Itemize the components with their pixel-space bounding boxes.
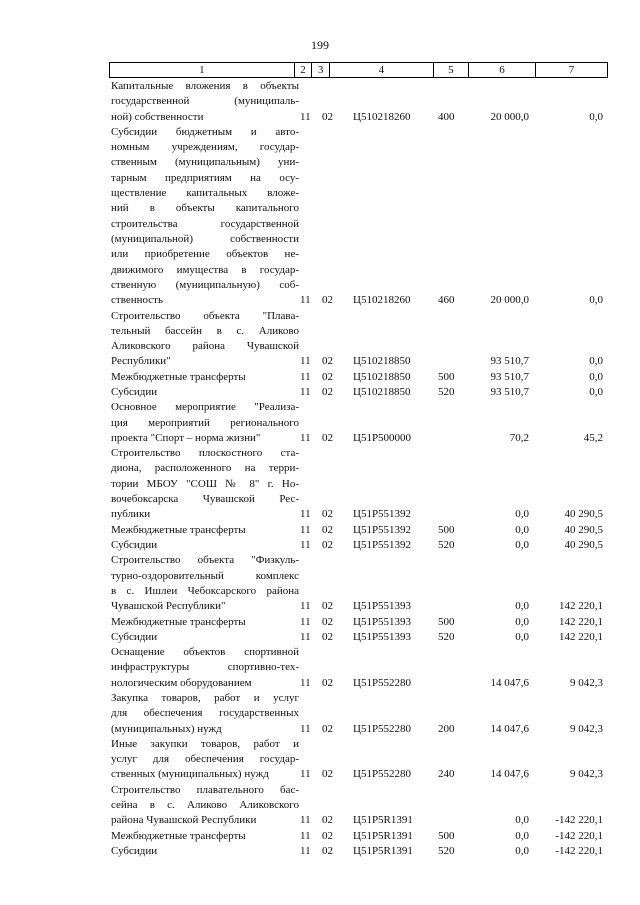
description-line: ществление капитальных вложе-	[111, 187, 299, 200]
target-article-code: Ц51Р5R1391	[353, 845, 413, 857]
description-line: услуг для обеспечения государ-	[111, 753, 299, 766]
subsection-code: 02	[322, 615, 333, 628]
amount-col-6: 93 510,7	[490, 386, 529, 398]
header-col-6: 6	[468, 63, 535, 77]
description-line: тарным предприятиям на осу-	[111, 171, 299, 184]
description-line: Субсидии	[111, 539, 158, 551]
table-row	[109, 829, 606, 844]
row-description	[111, 400, 299, 446]
amount-col-7: 0,0	[589, 370, 603, 383]
section-code: 11	[300, 370, 311, 383]
expense-type-code: 520	[438, 845, 455, 857]
section-code: 11	[300, 845, 311, 857]
description-line: ственность	[111, 294, 163, 307]
header-col-2: 2	[294, 63, 312, 77]
expense-type-code: 460	[438, 294, 455, 307]
table-row	[109, 783, 606, 829]
description-line: диона, расположенного на терри-	[111, 462, 299, 475]
description-line: Строительство объекта "Физкуль-	[111, 554, 299, 567]
description-line: инфраструктуры спортивно-тех-	[111, 661, 299, 674]
amount-col-6: 14 047,6	[490, 722, 529, 735]
description-line: Закупка товаров, работ и услуг	[111, 692, 299, 704]
amount-col-7: 9 042,3	[570, 722, 603, 735]
description-line: района Чувашской Республики	[111, 814, 257, 827]
amount-col-6: 0,0	[515, 539, 529, 551]
amount-col-7: 142 220,1	[559, 615, 603, 628]
target-article-code: Ц51Р500000	[353, 431, 412, 444]
row-description	[111, 553, 299, 614]
amount-col-6: 0,0	[515, 523, 529, 536]
description-line: Межбюджетные трансферты	[111, 523, 246, 536]
amount-col-6: 0,0	[515, 600, 529, 613]
section-code: 11	[300, 110, 311, 123]
subsection-code: 02	[322, 523, 333, 536]
row-description	[111, 309, 299, 370]
expense-type-code: 500	[438, 829, 455, 842]
amount-col-7: 0,0	[589, 110, 603, 123]
description-line: проекта "Спорт – норма жизни"	[111, 431, 261, 444]
description-line: строительства государственной	[111, 217, 299, 230]
description-line: (муниципальных) нужд	[111, 722, 222, 735]
row-description	[111, 79, 299, 125]
description-line: Строительство объекта "Плава-	[111, 309, 299, 322]
amount-col-6: 0,0	[515, 615, 529, 628]
target-article-code: Ц510218850	[353, 370, 411, 383]
description-line: Капитальные вложения в объекты	[111, 80, 299, 92]
amount-col-6: 93 510,7	[490, 355, 529, 368]
description-line: ний в объекты капитального	[111, 202, 299, 215]
table-row	[109, 538, 606, 553]
description-line: Аликовского района Чувашской	[111, 340, 299, 353]
description-line: ственную (муниципальную) соб-	[111, 278, 299, 291]
amount-col-7: 40 290,5	[564, 508, 603, 521]
description-line: для обеспечения государственных	[111, 707, 299, 720]
amount-col-7: 142 220,1	[559, 600, 603, 613]
expense-type-code: 500	[438, 615, 455, 628]
table-row	[109, 691, 606, 737]
table-row	[109, 523, 606, 538]
target-article-code: Ц51Р551393	[353, 630, 412, 643]
subsection-code: 02	[322, 355, 333, 368]
header-col-5: 5	[433, 63, 468, 77]
amount-col-7: 0,0	[589, 294, 603, 307]
description-line: Субсидии	[111, 845, 158, 857]
row-description	[111, 385, 299, 400]
target-article-code: Ц51Р551393	[353, 615, 412, 628]
target-article-code: Ц51Р552280	[353, 676, 412, 689]
table-row	[109, 615, 606, 630]
target-article-code: Ц510218260	[353, 294, 411, 307]
row-description	[111, 737, 299, 783]
description-line: турно-оздоровительный комплекс	[111, 569, 299, 582]
description-line: Чувашской Республики"	[111, 600, 226, 613]
section-code: 11	[300, 508, 311, 521]
subsection-code: 02	[322, 722, 333, 735]
amount-col-7: 45,2	[583, 431, 603, 444]
target-article-code: Ц51Р5R1391	[353, 814, 413, 827]
section-code: 11	[300, 431, 311, 444]
amount-col-7: 9 042,3	[570, 768, 603, 781]
description-line: Строительство плоскостного ста-	[111, 447, 299, 460]
subsection-code: 02	[322, 845, 333, 857]
target-article-code: Ц51Р5R1391	[353, 829, 413, 842]
section-code: 11	[300, 768, 311, 781]
description-line: Иные закупки товаров, работ и	[111, 737, 299, 750]
row-description	[111, 630, 299, 645]
amount-col-6: 93 510,7	[490, 370, 529, 383]
page-number: 199	[311, 38, 329, 52]
expense-type-code: 520	[438, 386, 455, 398]
subsection-code: 02	[322, 110, 333, 123]
table-row	[109, 630, 606, 645]
amount-col-7: -142 220,1	[555, 814, 603, 827]
amount-col-7: -142 220,1	[555, 845, 603, 857]
row-description	[111, 446, 299, 522]
expense-type-code: 240	[438, 768, 455, 781]
table-header	[109, 62, 608, 78]
amount-col-7: 0,0	[589, 386, 603, 398]
amount-col-6: 70,2	[509, 431, 529, 444]
target-article-code: Ц51Р552280	[353, 722, 412, 735]
description-line: публики	[111, 508, 151, 521]
section-code: 11	[300, 355, 311, 368]
description-line: в с. Ишлеи Чебоксарского района	[111, 584, 299, 597]
description-line: тории МБОУ "СОШ № 8" г. Но-	[111, 477, 299, 490]
section-code: 11	[300, 539, 311, 551]
section-code: 11	[300, 386, 311, 398]
amount-col-6: 20 000,0	[490, 294, 529, 307]
description-line: Межбюджетные трансферты	[111, 829, 246, 842]
table-row	[109, 125, 606, 309]
description-line: Субсидии	[111, 386, 158, 398]
description-line: движимого имущества в государ-	[111, 263, 299, 276]
amount-col-7: -142 220,1	[555, 829, 603, 842]
row-description	[111, 125, 299, 309]
subsection-code: 02	[322, 539, 333, 551]
subsection-code: 02	[322, 370, 333, 383]
section-code: 11	[300, 722, 311, 735]
row-description	[111, 645, 299, 691]
description-line: Строительство плавательного бас-	[111, 783, 299, 796]
subsection-code: 02	[322, 829, 333, 842]
row-description	[111, 538, 299, 553]
target-article-code: Ц510218260	[353, 110, 411, 123]
section-code: 11	[300, 829, 311, 842]
header-col-1: 1	[199, 64, 205, 76]
description-line: номным учреждениям, государ-	[111, 141, 299, 154]
subsection-code: 02	[322, 600, 333, 613]
description-line: вочебоксарска Чувашской Рес-	[111, 493, 299, 506]
subsection-code: 02	[322, 508, 333, 521]
row-description	[111, 615, 299, 630]
amount-col-6: 20 000,0	[490, 110, 529, 123]
section-code: 11	[300, 294, 311, 307]
row-description	[111, 370, 299, 385]
expense-type-code: 500	[438, 370, 455, 383]
expense-type-code: 200	[438, 722, 455, 735]
header-col-3: 3	[311, 63, 329, 77]
subsection-code: 02	[322, 431, 333, 444]
target-article-code: Ц51Р551392	[353, 539, 412, 551]
target-article-code: Ц510218850	[353, 386, 411, 398]
section-code: 11	[300, 814, 311, 827]
table-row	[109, 79, 606, 125]
amount-col-6: 0,0	[515, 845, 529, 857]
row-description	[111, 523, 299, 538]
table-row	[109, 370, 606, 385]
subsection-code: 02	[322, 768, 333, 781]
subsection-code: 02	[322, 630, 333, 643]
expense-type-code: 400	[438, 110, 455, 123]
description-line: Основное мероприятие "Реализа-	[111, 401, 299, 414]
amount-col-7: 0,0	[589, 355, 603, 368]
description-line: ственным (муниципальным) уни-	[111, 156, 299, 169]
row-description	[111, 844, 299, 859]
description-line: или приобретение объектов не-	[111, 248, 299, 261]
description-line: (муниципальной) собственности	[111, 232, 299, 245]
subsection-code: 02	[322, 814, 333, 827]
subsection-code: 02	[322, 386, 333, 398]
amount-col-7: 40 290,5	[564, 523, 603, 536]
expense-type-code: 500	[438, 523, 455, 536]
target-article-code: Ц51Р552280	[353, 768, 412, 781]
header-col-4: 4	[329, 63, 433, 77]
amount-col-6: 0,0	[515, 508, 529, 521]
target-article-code: Ц51Р551393	[353, 600, 412, 613]
description-line: Субсидии бюджетным и авто-	[111, 125, 299, 138]
description-line: ция мероприятий регионального	[111, 416, 299, 429]
description-line: Субсидии	[111, 630, 158, 643]
description-line: Межбюджетные трансферты	[111, 615, 246, 628]
amount-col-6: 0,0	[515, 829, 529, 842]
section-code: 11	[300, 615, 311, 628]
section-code: 11	[300, 630, 311, 643]
section-code: 11	[300, 600, 311, 613]
description-line: тельный бассейн в с. Аликово	[111, 324, 299, 337]
header-col-7: 7	[535, 63, 607, 77]
table-row	[109, 385, 606, 400]
table-row	[109, 553, 606, 614]
description-line: сейна в с. Аликово Аликовского	[111, 799, 299, 812]
description-line: Межбюджетные трансферты	[111, 370, 246, 383]
section-code: 11	[300, 676, 311, 689]
description-line: нологическим оборудованием	[111, 676, 252, 689]
expense-type-code: 520	[438, 539, 455, 551]
row-description	[111, 691, 299, 737]
target-article-code: Ц51Р551392	[353, 523, 412, 536]
target-article-code: Ц51Р551392	[353, 508, 412, 521]
subsection-code: 02	[322, 676, 333, 689]
table-row	[109, 737, 606, 783]
section-code: 11	[300, 523, 311, 536]
table-row	[109, 309, 606, 370]
description-line: Оснащение объектов спортивной	[111, 646, 299, 659]
table-row	[109, 446, 606, 523]
amount-col-7: 40 290,5	[564, 539, 603, 551]
amount-col-6: 0,0	[515, 814, 529, 827]
description-line: ной) собственности	[111, 110, 204, 123]
amount-col-6: 14 047,6	[490, 768, 529, 781]
table-row	[109, 645, 606, 691]
description-line: ственных (муниципальных) нужд	[111, 768, 269, 781]
subsection-code: 02	[322, 294, 333, 307]
amount-col-6: 0,0	[515, 630, 529, 643]
description-line: Республики"	[111, 355, 171, 368]
row-description	[111, 783, 299, 829]
row-description	[111, 829, 299, 844]
table-row	[109, 844, 606, 859]
amount-col-6: 14 047,6	[490, 676, 529, 689]
amount-col-7: 9 042,3	[570, 676, 603, 689]
description-line: государственной (муниципаль-	[111, 95, 299, 108]
amount-col-7: 142 220,1	[559, 630, 603, 643]
expense-type-code: 520	[438, 630, 455, 643]
table-row	[109, 400, 606, 446]
target-article-code: Ц510218850	[353, 355, 411, 368]
